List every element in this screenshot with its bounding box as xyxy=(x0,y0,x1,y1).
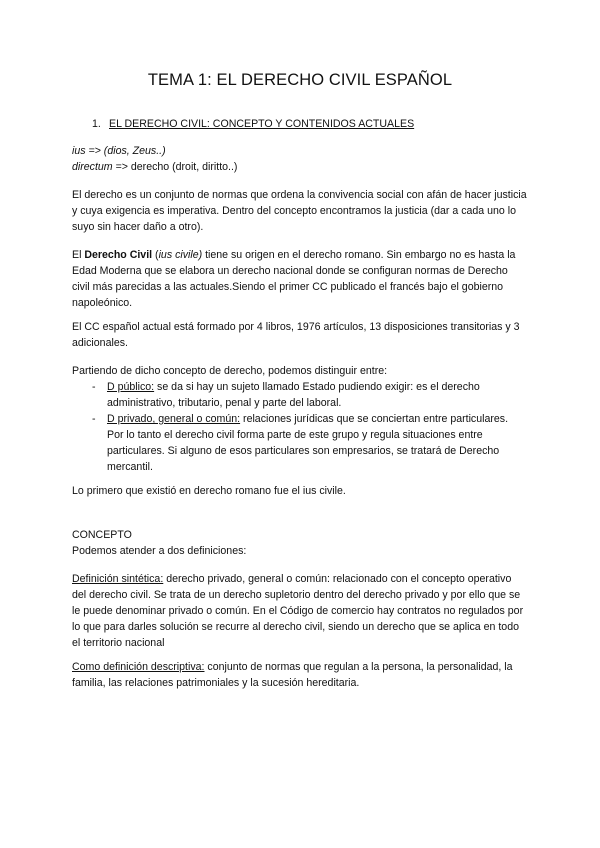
etymology-meaning-ius: => (dios, Zeus..) xyxy=(85,145,166,157)
list-item-label: D privado, general o común: xyxy=(107,413,241,425)
para2-prefix: El xyxy=(72,249,85,261)
paragraph-distinguish-intro: Partiendo de dicho concepto de derecho, podemos distinguir entre: xyxy=(72,365,388,377)
definicion-descriptiva xyxy=(72,659,528,691)
page-title: TEMA 1: EL DERECHO CIVIL ESPAÑOL xyxy=(147,71,453,89)
list-dash-2: - xyxy=(92,413,96,425)
definicion-sintetica xyxy=(72,571,528,651)
list-item-privado xyxy=(107,411,527,475)
list-dash-1: - xyxy=(92,381,96,393)
list-item-publico xyxy=(107,379,527,411)
derecho-civil-bold: Derecho Civil xyxy=(84,249,153,261)
list-item-text: se da si hay un sujeto llamado Estado pudiendo exigir: es el derecho administrativo, tributario, penal y parte del laboral. xyxy=(107,381,480,409)
definicion-descriptiva-text: conjunto de normas que regulan a la persona, la personalidad, la familia, las relaciones patrimoniales y la sucesión hereditaria. xyxy=(72,661,513,689)
paragraph-cc: El CC español actual está formado por 4 libros, 1976 artículos, 13 disposiciones transitorias y 3 adicionales. xyxy=(72,321,520,349)
etymology-meaning-directum: => derecho (droit, diritto..) xyxy=(112,161,238,173)
para2-paren: ( xyxy=(152,249,159,261)
concepto-intro: Podemos atender a dos definiciones: xyxy=(72,545,247,557)
paragraph-ius-civile: Lo primero que existió en derecho romano fue el ius civile. xyxy=(72,485,346,497)
section-heading-text: EL DERECHO CIVIL: CONCEPTO Y CONTENIDOS ACTUALES xyxy=(109,118,415,130)
list-item-text: relaciones jurídicas que se conciertan entre particulares. Por lo tanto el derecho civil forma parte de este grupo y regula situaciones entre particulares. Si alguno de esos particulares son empresarios, se tratará de Derecho mercantil. xyxy=(107,413,509,473)
etymology-block xyxy=(72,143,528,175)
etymology-term-ius: ius xyxy=(72,145,86,157)
definicion-sintetica-label: Definición sintética: xyxy=(72,573,164,585)
etymology-term-directum: directum xyxy=(72,161,113,173)
concepto-heading xyxy=(72,527,528,559)
paragraph-derecho-civil xyxy=(72,247,528,311)
list-item-label: D público: xyxy=(107,381,155,393)
definicion-sintetica-text: derecho privado, general o común: relacionado con el concepto operativo del derecho civil. Se trata de un derecho supletorio dentro del derecho privado y por ello que se le puede denominar privado o común. En el Código de comercio hay contratos no regulados por lo que para darles solución se recurre al derecho civil, siendo un derecho que se aplica en todo el territorio nacional xyxy=(72,573,524,649)
ius-civile-italic: ius civile) xyxy=(158,249,203,261)
paragraph-definition: El derecho es un conjunto de normas que ordena la convivencia social con afán de hacer justicia y cuya exigencia es imperativa. Dentro del concepto encontramos la justicia (dar a cada uno lo suyo sin hacer daño a otro). xyxy=(72,189,527,233)
definicion-descriptiva-label: Como definición descriptiva: xyxy=(72,661,205,673)
para2-rest: tiene su origen en el derecho romano. Sin embargo no es hasta la Edad Moderna que se elabora un derecho nacional donde se configuran normas de Derecho civil más parecidas a las actuales.Siendo el primer CC publicado el francés bajo el gobierno napoleónico. xyxy=(72,249,516,309)
concepto-title: CONCEPTO xyxy=(72,529,132,541)
section-heading xyxy=(92,116,414,132)
section-number: 1. xyxy=(92,118,101,130)
